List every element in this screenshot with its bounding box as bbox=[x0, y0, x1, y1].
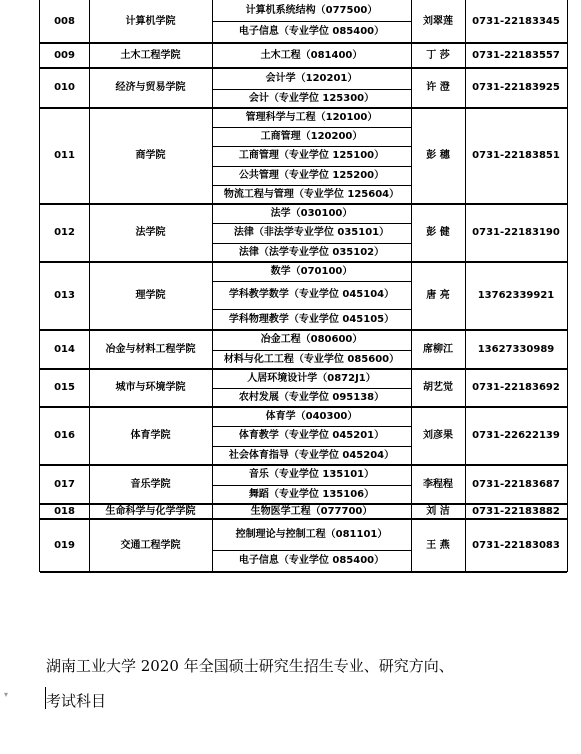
college-name: 商学院 bbox=[135, 150, 166, 162]
major-name: 土木工程（081400） bbox=[260, 49, 363, 61]
major-name: 体育教学（专业学位 045201） bbox=[238, 430, 385, 442]
contact-phone: 0731-22183345 bbox=[472, 15, 560, 27]
contact-person: 李程程 bbox=[423, 478, 453, 490]
major-name: 学科物理教学（专业学位 045105） bbox=[228, 313, 395, 325]
college-code: 011 bbox=[54, 150, 75, 162]
major-name: 控制理论与控制工程（081101） bbox=[235, 528, 388, 540]
major-name: 计算机系统结构（077500） bbox=[245, 4, 378, 16]
major-name: 音乐（专业学位 135101） bbox=[248, 469, 375, 481]
college-name: 经济与贸易学院 bbox=[115, 82, 186, 94]
contact-person: 唐 亮 bbox=[426, 290, 450, 302]
paragraph-marker-icon: ▾ bbox=[4, 690, 9, 699]
college-name: 生命科学与化学学院 bbox=[105, 505, 196, 517]
contact-phone: 0731-22183083 bbox=[472, 539, 560, 551]
college-name: 法学院 bbox=[135, 227, 166, 239]
college-code: 015 bbox=[54, 382, 75, 394]
major-name: 公共管理（专业学位 125200） bbox=[238, 169, 385, 181]
college-name: 交通工程学院 bbox=[120, 539, 181, 551]
contact-phone: 0731-22183557 bbox=[472, 49, 560, 61]
major-name: 学科教学数学（专业学位 045104） bbox=[228, 289, 395, 301]
major-name: 农村发展（专业学位 095138） bbox=[238, 391, 385, 403]
contact-person: 彭 穗 bbox=[426, 150, 450, 162]
major-name: 体育学（040300） bbox=[265, 410, 358, 422]
college-code: 009 bbox=[54, 49, 75, 61]
college-code: 012 bbox=[54, 227, 75, 239]
college-name: 冶金与材料工程学院 bbox=[105, 343, 196, 355]
major-name: 冶金工程（080600） bbox=[260, 334, 363, 346]
contact-person: 丁 莎 bbox=[426, 49, 450, 61]
college-name: 城市与环境学院 bbox=[115, 382, 186, 394]
contact-person: 刘翠莲 bbox=[423, 15, 453, 27]
college-code: 010 bbox=[54, 82, 75, 94]
major-name: 生物医学工程（077700） bbox=[250, 505, 373, 517]
major-name: 舞蹈（专业学位 135106） bbox=[248, 488, 375, 500]
college-code: 019 bbox=[54, 539, 75, 551]
college-code: 008 bbox=[54, 15, 75, 27]
college-name: 计算机学院 bbox=[125, 15, 176, 27]
contact-phone: 0731-22183687 bbox=[472, 478, 560, 490]
contact-phone: 0731-22183925 bbox=[472, 82, 560, 94]
contact-person: 王 燕 bbox=[426, 539, 450, 551]
contact-person: 席柳江 bbox=[423, 343, 453, 355]
college-name: 体育学院 bbox=[130, 430, 171, 442]
contact-phone: 0731-22183692 bbox=[472, 382, 560, 394]
college-name: 土木工程学院 bbox=[120, 49, 181, 61]
major-name: 会计学（120201） bbox=[265, 72, 358, 84]
major-name: 电子信息（专业学位 085400） bbox=[238, 26, 385, 38]
major-name: 人居环境设计学（0872J1） bbox=[247, 372, 376, 384]
major-name: 法律（非法学专业学位 035101） bbox=[233, 227, 390, 239]
contact-phone: 0731-22622139 bbox=[472, 430, 560, 442]
major-name: 工商管理（120200） bbox=[260, 130, 363, 142]
college-code: 013 bbox=[54, 290, 75, 302]
contact-phone: 0731-22183190 bbox=[472, 227, 560, 239]
major-name: 数学（070100） bbox=[270, 265, 353, 277]
college-name: 音乐学院 bbox=[130, 478, 171, 490]
contact-person: 刘彦果 bbox=[423, 430, 453, 442]
major-name: 社会体育指导（专业学位 045204） bbox=[228, 449, 395, 461]
college-code: 016 bbox=[54, 430, 75, 442]
major-name: 法律（法学专业学位 035102） bbox=[238, 246, 385, 258]
major-name: 会计（专业学位 125300） bbox=[248, 92, 375, 104]
contact-person: 彭 健 bbox=[426, 227, 450, 239]
contact-person: 许 澄 bbox=[426, 82, 450, 94]
major-name: 法学（030100） bbox=[270, 207, 353, 219]
major-name: 物流工程与管理（专业学位 125604） bbox=[223, 188, 400, 200]
college-code: 017 bbox=[54, 478, 75, 490]
college-name: 理学院 bbox=[135, 290, 166, 302]
contact-phone: 0731-22183882 bbox=[472, 505, 560, 517]
contact-phone: 0731-22183851 bbox=[472, 150, 560, 162]
contact-table bbox=[39, 0, 568, 572]
major-name: 工商管理（专业学位 125100） bbox=[238, 150, 385, 162]
document-heading-line1: 湖南工业大学 2020 年全国硕士研究生招生专业、研究方向、 bbox=[46, 657, 454, 675]
contact-phone: 13762339921 bbox=[477, 290, 555, 302]
college-code: 018 bbox=[54, 505, 75, 517]
document-heading-line2: 考试科目 bbox=[46, 692, 107, 710]
contact-person: 胡艺觉 bbox=[423, 382, 453, 394]
major-name: 电子信息（专业学位 085400） bbox=[238, 555, 385, 567]
college-code: 014 bbox=[54, 343, 75, 355]
major-name: 材料与化工工程（专业学位 085600） bbox=[223, 353, 400, 365]
contact-phone: 13627330989 bbox=[477, 343, 555, 355]
contact-person: 刘 洁 bbox=[426, 505, 450, 517]
major-name: 管理科学与工程（120100） bbox=[245, 111, 378, 123]
